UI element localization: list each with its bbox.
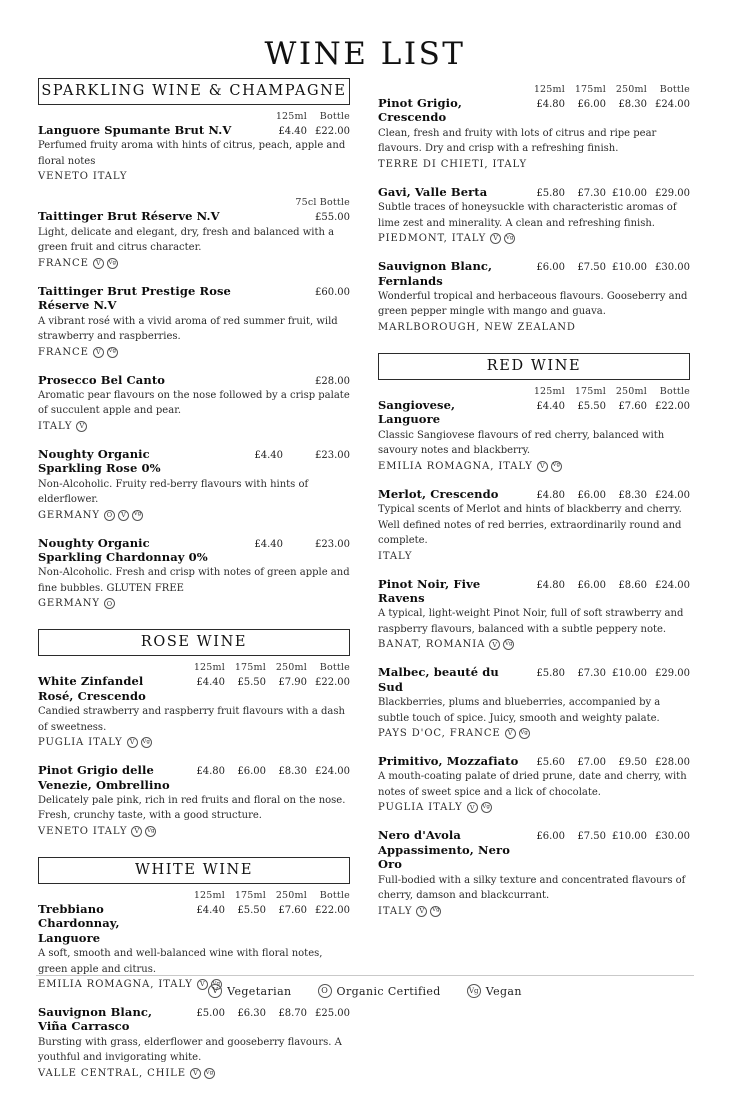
wine-price-cell: £4.80 bbox=[536, 489, 565, 501]
wine-prices bbox=[283, 287, 350, 298]
wine-origin-text: ITALY bbox=[38, 420, 73, 432]
wine-origin bbox=[38, 256, 350, 271]
badge-o-icon: O bbox=[104, 598, 115, 609]
wine-origin-text: GERMANY bbox=[38, 598, 100, 610]
section-heading-sparkling: SPARKLING WINE & CHAMPAGNE bbox=[38, 78, 350, 105]
wine-origin bbox=[38, 596, 350, 611]
wine-description: Blackberries, plums and blueberries, accompanied by a subtle touch of spice. Juicy, smooth and weighty palate. bbox=[378, 697, 661, 724]
price-header-row bbox=[378, 386, 690, 397]
wine-prices bbox=[524, 831, 690, 842]
legend-item-label: Vegetarian bbox=[227, 984, 292, 998]
badge-v-icon: V bbox=[127, 737, 138, 748]
wine-name: Nero d'Avola Appassimento, Nero Oro bbox=[378, 828, 510, 872]
badge-v-icon: V bbox=[197, 979, 208, 990]
wine-origin-text: MARLBOROUGH, NEW ZEALAND bbox=[378, 321, 576, 333]
wine-origin bbox=[378, 800, 690, 815]
wine-price-cell: £6.00 bbox=[577, 489, 606, 501]
price-header-cell: Bottle bbox=[659, 84, 690, 95]
wine-header-row bbox=[38, 373, 350, 387]
wine-origin-text: FRANCE bbox=[38, 346, 89, 358]
wine-description: A mouth-coating palate of dried prune, date and cherry, with notes of sweet spice and a lick of chocolate. bbox=[378, 771, 687, 798]
wine-entry bbox=[378, 185, 690, 246]
badge-vg-icon: Vg bbox=[481, 802, 492, 813]
price-header-cell: 175ml bbox=[234, 889, 266, 901]
wine-description: Full-bodied with a silky texture and concentrated flavours of cherry, damson and blackcurrant. bbox=[378, 874, 686, 901]
wine-entry bbox=[378, 398, 690, 474]
wine-price-cell: £7.00 bbox=[577, 757, 606, 768]
wine-origin-text: VENETO ITALY bbox=[38, 171, 128, 183]
wine-price-cell: £7.90 bbox=[278, 677, 307, 689]
price-header-cell: 250ml bbox=[275, 889, 307, 901]
wine-header-row bbox=[38, 763, 350, 792]
wine-origin bbox=[38, 735, 350, 750]
wine-origin-text: ITALY bbox=[378, 905, 413, 917]
wine-price-cell: £25.00 bbox=[315, 1008, 350, 1019]
wine-price-cell: £6.30 bbox=[237, 1008, 266, 1019]
legend-item-label: Vegan bbox=[485, 984, 522, 998]
wine-prices bbox=[216, 539, 350, 550]
price-header-cell: 250ml bbox=[615, 84, 647, 95]
wine-price-cell: £5.80 bbox=[536, 187, 565, 199]
right-column bbox=[378, 78, 690, 932]
wine-name: Trebbiano Chardonnay, Languore bbox=[38, 901, 120, 945]
wine-prices bbox=[524, 188, 690, 199]
badge-vg-icon: Vg bbox=[551, 461, 562, 472]
wine-origin bbox=[38, 169, 350, 184]
wine-origin-text: EMILIA ROMAGNA, ITALY bbox=[38, 979, 193, 990]
wine-origin bbox=[38, 419, 350, 434]
wine-price-cell: £28.00 bbox=[315, 375, 350, 387]
wine-price-cell: £22.00 bbox=[315, 677, 350, 689]
wine-prices bbox=[524, 668, 690, 679]
price-header-cell: 175ml bbox=[234, 662, 266, 674]
wine-price-cell: £4.80 bbox=[536, 579, 565, 591]
wine-price-cell: £10.00 bbox=[612, 668, 647, 680]
badge-vg-icon: Vg bbox=[204, 1068, 215, 1079]
wine-header-row bbox=[38, 902, 350, 945]
badge-vg-icon: Vg bbox=[467, 984, 481, 998]
wine-price-cell: £6.00 bbox=[577, 579, 606, 591]
badge-vg-icon: Vg bbox=[504, 233, 515, 244]
wine-description: A typical, light-weight Pinot Noir, full of soft strawberry and raspberry flavours, balanced with a subtle peppery note. bbox=[378, 608, 684, 635]
wine-entry bbox=[378, 665, 690, 741]
wine-prices bbox=[184, 1008, 350, 1019]
wine-price-cell: £10.00 bbox=[612, 831, 647, 843]
wine-price-cell: £4.80 bbox=[196, 766, 225, 778]
wine-origin bbox=[38, 345, 350, 360]
price-header-cell: 175ml bbox=[574, 84, 606, 95]
wine-price-cell: £24.00 bbox=[315, 766, 350, 778]
wine-price-cell: £28.00 bbox=[655, 757, 690, 768]
badge-o-icon: O bbox=[104, 510, 115, 521]
price-header-cell: 250ml bbox=[275, 662, 307, 674]
wine-price-cell: £29.00 bbox=[655, 668, 690, 680]
badge-v-icon: V bbox=[131, 826, 142, 837]
legend-item-label: Organic Certified bbox=[336, 984, 441, 998]
price-header-cell: 175ml bbox=[574, 385, 606, 397]
badge-vg-icon: Vg bbox=[132, 510, 143, 521]
wine-header-row bbox=[378, 185, 690, 199]
wine-price-cell: £5.50 bbox=[577, 400, 606, 412]
wine-entry bbox=[38, 674, 350, 750]
badge-vg-icon: Vg bbox=[519, 728, 530, 739]
badge-v-icon: V bbox=[76, 421, 87, 432]
wine-header-row bbox=[38, 123, 350, 137]
price-header-cell: 250ml bbox=[615, 385, 647, 397]
wine-name: Noughty Organic Sparkling Rose 0% bbox=[38, 446, 161, 476]
wine-price-cell: £7.50 bbox=[577, 262, 606, 274]
badge-vg-icon: Vg bbox=[211, 979, 222, 990]
wine-price-cell: £30.00 bbox=[655, 262, 690, 274]
wine-prices bbox=[184, 766, 350, 777]
price-header-cell: 125ml bbox=[275, 111, 307, 122]
wine-origin-text: PAYS D'OC, FRANCE bbox=[378, 728, 501, 739]
footer-legend bbox=[0, 975, 730, 998]
wine-prices bbox=[524, 757, 690, 768]
wine-price-cell: £10.00 bbox=[612, 262, 647, 274]
dietary-legend bbox=[36, 984, 694, 998]
badge-v-icon: V bbox=[93, 347, 104, 358]
legend-item-organic-certified bbox=[318, 984, 441, 998]
wine-entry bbox=[38, 536, 350, 612]
wine-description: Non-Alcoholic. Fruity red-berry flavours with hints of elderflower. bbox=[38, 478, 309, 506]
badge-vg-icon: Vg bbox=[107, 258, 118, 269]
wine-price-cell: £7.60 bbox=[278, 904, 307, 916]
wine-price-cell: £8.70 bbox=[278, 1008, 307, 1019]
wine-name: Pinot Grigio delle Venezie, Ombrellino bbox=[38, 763, 170, 792]
wine-origin-text: PUGLIA ITALY bbox=[378, 802, 463, 814]
wine-entry bbox=[38, 373, 350, 434]
wine-origin bbox=[378, 549, 690, 564]
wine-origin-text: GERMANY bbox=[38, 509, 100, 521]
wine-price-cell: £29.00 bbox=[655, 187, 690, 199]
wine-price-cell: £22.00 bbox=[315, 904, 350, 916]
badge-vg-icon: Vg bbox=[107, 347, 118, 358]
wine-description: Classic Sangiovese flavours of red cherry, balanced with savoury notes and blackberry. bbox=[378, 429, 665, 457]
wine-origin-text: PUGLIA ITALY bbox=[38, 737, 123, 749]
wine-price-cell: £4.40 bbox=[278, 126, 307, 137]
wine-entry bbox=[38, 123, 350, 184]
wine-name: Malbec, beauté du Sud bbox=[378, 665, 499, 694]
wine-origin-text: FRANCE bbox=[38, 257, 89, 269]
badge-v-icon: V bbox=[505, 728, 516, 739]
wine-header-row bbox=[378, 665, 690, 694]
wine-price-cell: £6.00 bbox=[536, 831, 565, 843]
wine-header-row bbox=[378, 487, 690, 501]
wine-origin bbox=[38, 508, 350, 523]
wine-header-row bbox=[378, 96, 690, 125]
wine-entry bbox=[378, 487, 690, 564]
wine-name: Languore Spumante Brut N.V bbox=[38, 123, 232, 137]
wine-description: Typical scents of Merlot and hints of blackberry and cherry. Well defined notes of red berries, extraordinarily round and complete. bbox=[378, 504, 682, 546]
badge-v-icon: V bbox=[208, 984, 222, 998]
wine-price-cell: £55.00 bbox=[315, 212, 350, 224]
wine-price-cell: £24.00 bbox=[655, 489, 690, 501]
left-column bbox=[38, 78, 350, 1094]
wine-header-row bbox=[38, 536, 350, 565]
wine-price-cell: £22.00 bbox=[655, 400, 690, 412]
wine-name: Taittinger Brut Prestige Rose Réserve N.V bbox=[38, 283, 231, 313]
section-heading-red: RED WINE bbox=[378, 353, 690, 380]
wine-entry bbox=[38, 209, 350, 270]
wine-prices bbox=[184, 905, 350, 916]
badge-v-icon: V bbox=[467, 802, 478, 813]
wine-origin-text: ITALY bbox=[378, 550, 413, 562]
legend-item-vegan bbox=[467, 984, 522, 998]
wine-name: Merlot, Crescendo bbox=[378, 486, 499, 501]
wine-prices bbox=[524, 580, 690, 591]
wine-price-cell: £8.30 bbox=[278, 766, 307, 778]
price-header-cell: Bottle bbox=[319, 662, 350, 674]
badge-vg-icon: Vg bbox=[145, 826, 156, 837]
wine-header-row bbox=[38, 674, 350, 703]
wine-entry bbox=[38, 284, 350, 360]
badge-v-icon: V bbox=[118, 510, 129, 521]
price-header-cell: 125ml bbox=[533, 385, 565, 397]
wine-price-cell: £23.00 bbox=[315, 449, 350, 461]
wine-price-cell: £6.00 bbox=[237, 766, 266, 778]
wine-price-cell: £10.00 bbox=[612, 187, 647, 199]
wine-entry bbox=[378, 828, 690, 918]
price-header-cell: 125ml bbox=[193, 889, 225, 901]
wine-description: Aromatic pear flavours on the nose followed by a crisp palate of succulent apple and pear. bbox=[38, 389, 350, 417]
wine-name: Prosecco Bel Canto bbox=[38, 372, 166, 387]
wine-prices bbox=[266, 126, 350, 137]
wine-price-cell: £5.50 bbox=[237, 677, 266, 689]
menu-columns bbox=[0, 78, 730, 1094]
price-header-cell: 125ml bbox=[193, 662, 225, 674]
wine-entry bbox=[378, 259, 690, 335]
wine-header-row bbox=[378, 828, 690, 871]
wine-name: White Zinfandel Rosé, Crescendo bbox=[38, 674, 146, 703]
wine-origin bbox=[378, 904, 690, 919]
wine-price-cell: £5.00 bbox=[196, 1008, 225, 1019]
wine-entry bbox=[38, 1005, 350, 1081]
wine-prices bbox=[524, 99, 690, 110]
wine-description: Delicately pale pink, rich in red fruits and floral on the nose. Fresh, crunchy taste, with a good structure. bbox=[38, 794, 346, 822]
wine-name: Taittinger Brut Réserve N.V bbox=[38, 209, 220, 224]
badge-vg-icon: Vg bbox=[141, 737, 152, 748]
price-header-cell: Bottle bbox=[659, 385, 690, 397]
wine-price-cell: £6.00 bbox=[536, 262, 565, 274]
wine-origin-text: BANAT, ROMANIA bbox=[378, 639, 486, 651]
wine-price-cell: £4.40 bbox=[254, 449, 283, 461]
wine-price-cell: £8.30 bbox=[618, 99, 647, 110]
badge-v-icon: V bbox=[190, 1068, 201, 1079]
price-header-row bbox=[38, 890, 350, 901]
wine-price-cell: £4.80 bbox=[536, 99, 565, 110]
wine-price-cell: £23.00 bbox=[315, 538, 350, 550]
wine-name: Sauvignon Blanc, Viña Carrasco bbox=[38, 1005, 153, 1034]
section-heading-rose: ROSE WINE bbox=[38, 629, 350, 656]
wine-origin-text: VENETO ITALY bbox=[38, 825, 128, 837]
wine-name: Sangiovese, Languore bbox=[378, 397, 456, 427]
wine-name: Pinot Noir, Five Ravens bbox=[378, 576, 481, 605]
wine-description: Non-Alcoholic. Fresh and crisp with notes of green apple and fine bubbles. GLUTEN FREE bbox=[38, 567, 350, 594]
price-header-cell: 125ml bbox=[533, 84, 565, 95]
wine-price-cell: £7.30 bbox=[577, 668, 606, 680]
wine-price-cell: £5.80 bbox=[536, 668, 565, 680]
wine-name: Sauvignon Blanc, Fernlands bbox=[378, 259, 493, 288]
wine-header-row bbox=[378, 398, 690, 427]
wine-price-cell: £7.50 bbox=[577, 831, 606, 843]
wine-origin-text: PIEDMONT, ITALY bbox=[378, 233, 487, 245]
badge-vg-icon: Vg bbox=[503, 639, 514, 650]
wine-price-cell: £7.60 bbox=[618, 400, 647, 412]
wine-description: Wonderful tropical and herbaceous flavours. Gooseberry and green pepper mingle with mango and guava. bbox=[378, 290, 688, 318]
wine-origin bbox=[378, 320, 690, 335]
wine-price-cell: £4.40 bbox=[196, 904, 225, 916]
price-header-row bbox=[38, 662, 350, 673]
wine-price-cell: £24.00 bbox=[655, 579, 690, 591]
wine-entry bbox=[378, 754, 690, 815]
wine-entry bbox=[378, 96, 690, 172]
wine-header-row bbox=[378, 754, 690, 768]
wine-entry bbox=[38, 447, 350, 523]
wine-header-row bbox=[38, 284, 350, 313]
section-heading-white: WHITE WINE bbox=[38, 857, 350, 884]
price-header-cell: Bottle bbox=[319, 111, 350, 122]
price-header-row bbox=[378, 84, 690, 95]
wine-price-cell: £6.00 bbox=[577, 99, 606, 110]
wine-description: A vibrant rosé with a vivid aroma of red summer fruit, wild strawberry and raspberries. bbox=[38, 315, 338, 342]
wine-prices bbox=[283, 376, 350, 387]
wine-price-cell: £4.40 bbox=[254, 538, 283, 550]
wine-price-cell: £30.00 bbox=[655, 831, 690, 843]
price-header-cell: 75cl Bottle bbox=[295, 197, 350, 209]
wine-prices bbox=[524, 262, 690, 273]
wine-entry bbox=[38, 763, 350, 839]
wine-description: Candied strawberry and raspberry fruit flavours with a dash of sweetness. bbox=[38, 706, 345, 733]
price-header-row bbox=[38, 197, 350, 208]
wine-origin-text: TERRE DI CHIETI, ITALY bbox=[378, 158, 527, 170]
wine-price-cell: £4.40 bbox=[536, 400, 565, 412]
wine-origin bbox=[378, 231, 690, 246]
badge-v-icon: V bbox=[93, 258, 104, 269]
wine-origin bbox=[378, 726, 690, 741]
wine-origin bbox=[378, 637, 690, 652]
wine-name: Pinot Grigio, Crescendo bbox=[378, 96, 462, 125]
wine-header-row bbox=[38, 1005, 350, 1034]
wine-origin bbox=[378, 157, 690, 172]
page-title: WINE LIST bbox=[264, 36, 466, 72]
wine-prices bbox=[524, 490, 690, 501]
price-header-cell: Bottle bbox=[319, 889, 350, 901]
wine-prices bbox=[184, 677, 350, 688]
wine-header-row bbox=[38, 447, 350, 476]
wine-price-cell: £5.50 bbox=[237, 904, 266, 916]
wine-price-cell: £8.60 bbox=[618, 579, 647, 591]
wine-description: Subtle traces of honeysuckle with characteristic aromas of lime zest and minerality. A clean and refreshing finish. bbox=[378, 202, 677, 229]
wine-price-cell: £5.60 bbox=[536, 757, 565, 768]
wine-description: Clean, fresh and fruity with lots of citrus and ripe pear flavours. Dry and crisp with a refreshing finish. bbox=[378, 127, 657, 155]
wine-price-cell: £9.50 bbox=[618, 757, 647, 768]
wine-header-row bbox=[378, 259, 690, 288]
wine-price-cell: £22.00 bbox=[315, 126, 350, 137]
wine-price-cell: £4.40 bbox=[196, 677, 225, 689]
wine-price-cell: £7.30 bbox=[577, 187, 606, 199]
badge-v-icon: V bbox=[537, 461, 548, 472]
footer-divider bbox=[36, 975, 694, 976]
wine-description: Perfumed fruity aroma with hints of citrus, peach, apple and floral notes bbox=[38, 140, 346, 167]
badge-v-icon: V bbox=[490, 233, 501, 244]
wine-header-row bbox=[378, 577, 690, 606]
badge-o-icon: O bbox=[318, 984, 332, 998]
wine-prices bbox=[283, 212, 350, 223]
wine-prices bbox=[216, 450, 350, 461]
wine-entry bbox=[378, 577, 690, 653]
wine-description: Bursting with grass, elderflower and gooseberry flavours. A youthful and invigorating white. bbox=[38, 1036, 342, 1064]
price-header-row bbox=[38, 111, 350, 122]
badge-vg-icon: Vg bbox=[430, 906, 441, 917]
wine-header-row bbox=[38, 209, 350, 223]
wine-description: A soft, smooth and well-balanced wine with floral notes, green apple and citrus. bbox=[38, 948, 323, 975]
wine-price-cell: £8.30 bbox=[618, 489, 647, 501]
wine-name: Gavi, Valle Berta bbox=[378, 184, 488, 199]
wine-price-cell: £60.00 bbox=[315, 286, 350, 298]
wine-origin bbox=[38, 824, 350, 839]
legend-item-vegetarian bbox=[208, 984, 291, 998]
wine-name: Noughty Organic Sparkling Chardonnay 0% bbox=[38, 535, 208, 564]
badge-v-icon: V bbox=[416, 906, 427, 917]
wine-name: Primitivo, Mozzafiato bbox=[378, 754, 519, 768]
wine-origin bbox=[38, 1066, 350, 1081]
badge-v-icon: V bbox=[489, 639, 500, 650]
wine-description: Light, delicate and elegant, dry, fresh and balanced with a green fruit and citrus character. bbox=[38, 226, 335, 254]
wine-origin bbox=[378, 459, 690, 474]
wine-origin-text: VALLE CENTRAL, CHILE bbox=[38, 1067, 186, 1079]
wine-origin-text: EMILIA ROMAGNA, ITALY bbox=[378, 460, 533, 472]
wine-prices bbox=[524, 401, 690, 412]
wine-price-cell: £24.00 bbox=[655, 99, 690, 110]
